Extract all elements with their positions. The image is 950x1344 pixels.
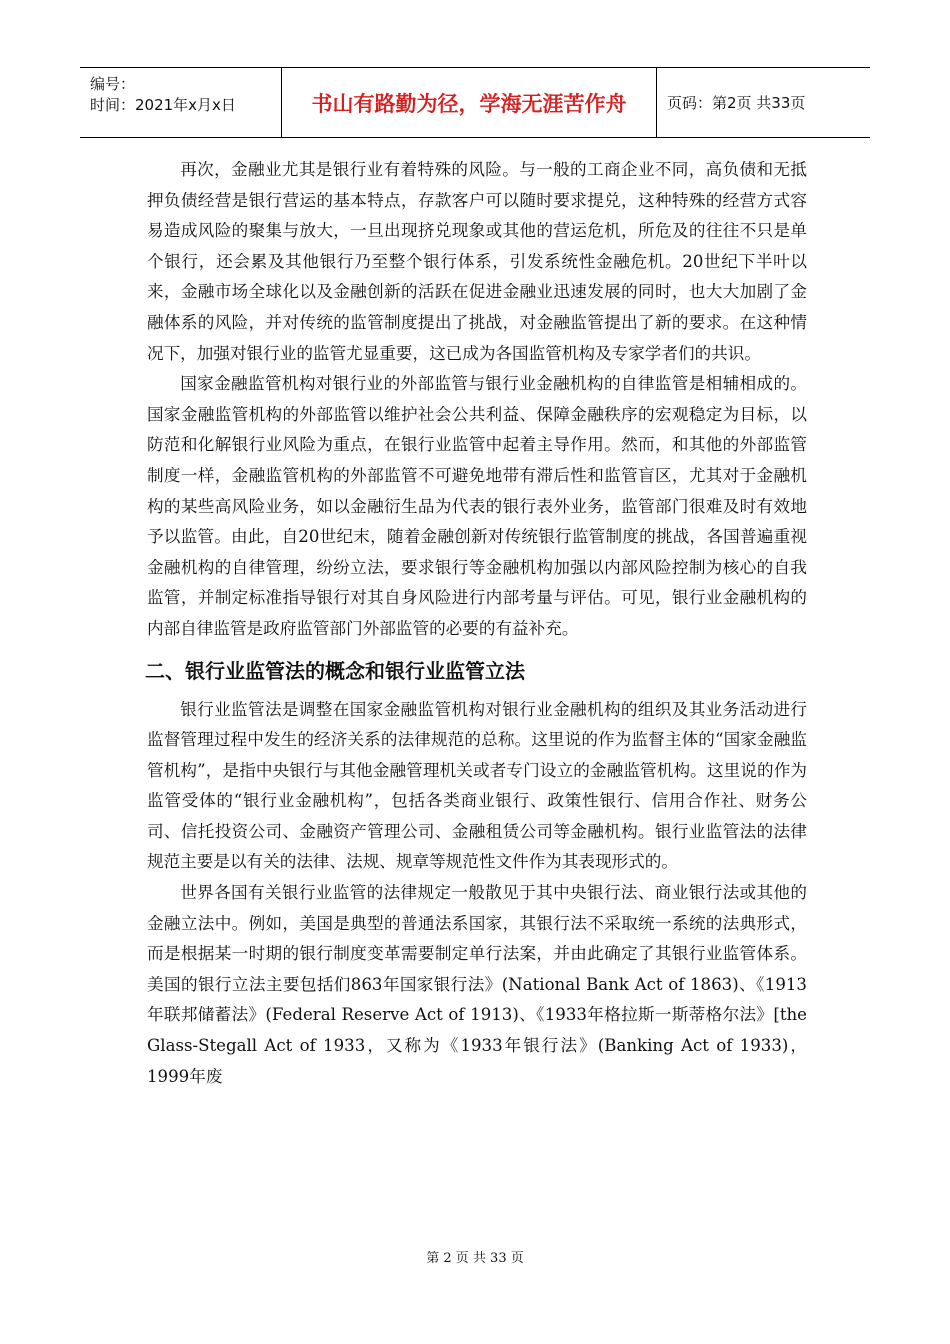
- date-label: 时间：2021年x月x日: [90, 96, 236, 114]
- header-table: [80, 67, 870, 138]
- header-motto: 书山有路勤为径，学海无涯苦作舟: [282, 68, 657, 137]
- document-body: [147, 155, 807, 1092]
- header-page-label: 页码：第2页 共33页: [667, 94, 806, 112]
- section-heading: 二、银行业监管法的概念和银行业监管立法: [145, 658, 525, 683]
- paragraph: 国家金融监管机构对银行业的外部监管与银行业金融机构的自律监管是相辅相成的。国家金融监管机构的外部监管以维护社会公共利益、保障金融秩序的宏观稳定为目标，以防范和化解银行业风险为重点，在银行业监管中起着主导作用。然而，和其他的外部监管制度一样，金融监管机构的外部监管不可避免地带有滞后性和监管盲区，尤其对于金融机构的某些高风险业务，如以金融衍生品为代表的银行表外业务，监管部门很难及时有效地予以监管。由此，自20世纪末，随着金融创新对传统银行监管制度的挑战，各国普遍重视金融机构的自律管理，纷纷立法，要求银行等金融机构加强以内部风险控制为核心的自我监管，并制定标准指导银行对其自身风险进行内部考量与评估。可见，银行业金融机构的内部自律监管是政府监管部门外部监管的必要的有益补充。: [147, 374, 807, 638]
- header-info-cell: [80, 68, 282, 137]
- number-label: 编号：: [90, 75, 136, 93]
- page-footer: 第 2 页 共 33 页: [426, 1251, 524, 1266]
- paragraph: 银行业监管法是调整在国家金融监管机构对银行业金融机构的组织及其业务活动进行监督管理过程中发生的经济关系的法律规范的总称。这里说的作为监督主体的“国家金融监管机构”，是指中央银行与其他金融管理机关或者专门设立的金融监管机构。这里说的作为监管受体的“银行业金融机构”，包括各类商业银行、政策性银行、信用合作社、财务公司、信托投资公司、金融资产管理公司、金融租赁公司等金融机构。银行业监管法的法律规范主要是以有关的法律、法规、规章等规范性文件作为其表现形式的。: [147, 699, 807, 872]
- paragraph: 再次，金融业尤其是银行业有着特殊的风险。与一般的工商企业不同，高负债和无抵押负债经营是银行营运的基本特点，存款客户可以随时要求提兑，这种特殊的经营方式容易造成风险的聚集与放大，一旦出现挤兑现象或其他的营运危机，所危及的往往不只是单个银行，还会累及其他银行乃至整个银行体系，引发系统性金融危机。20世纪下半叶以来，金融市场全球化以及金融创新的活跃在促进金融业迅速发展的同时，也大大加剧了金融体系的风险，并对传统的监管制度提出了挑战，对金融监管提出了新的要求。在这种情况下，加强对银行业的监管尤显重要，这已成为各国监管机构及专家学者们的共识。: [147, 160, 807, 363]
- paragraph: 世界各国有关银行业监管的法律规定一般散见于其中央银行法、商业银行法或其他的金融立法中。例如，美国是典型的普通法系国家，其银行法不采取统一系统的法典形式，而是根据某一时期的银行制度变革需要制定单行法案，并由此确定了其银行业监管体系。美国的银行立法主要包括们863年国家银行法》(National Bank Act of 1863)、《1913年联邦储蓄法》(Federal Reserve Act of 1913)、《1933年格拉斯一斯蒂格尔法》[the Glass-Stegall Act of 1933，又称为《1933年银行法》(Banking Act of 1933)，1999年废: [147, 883, 807, 1086]
